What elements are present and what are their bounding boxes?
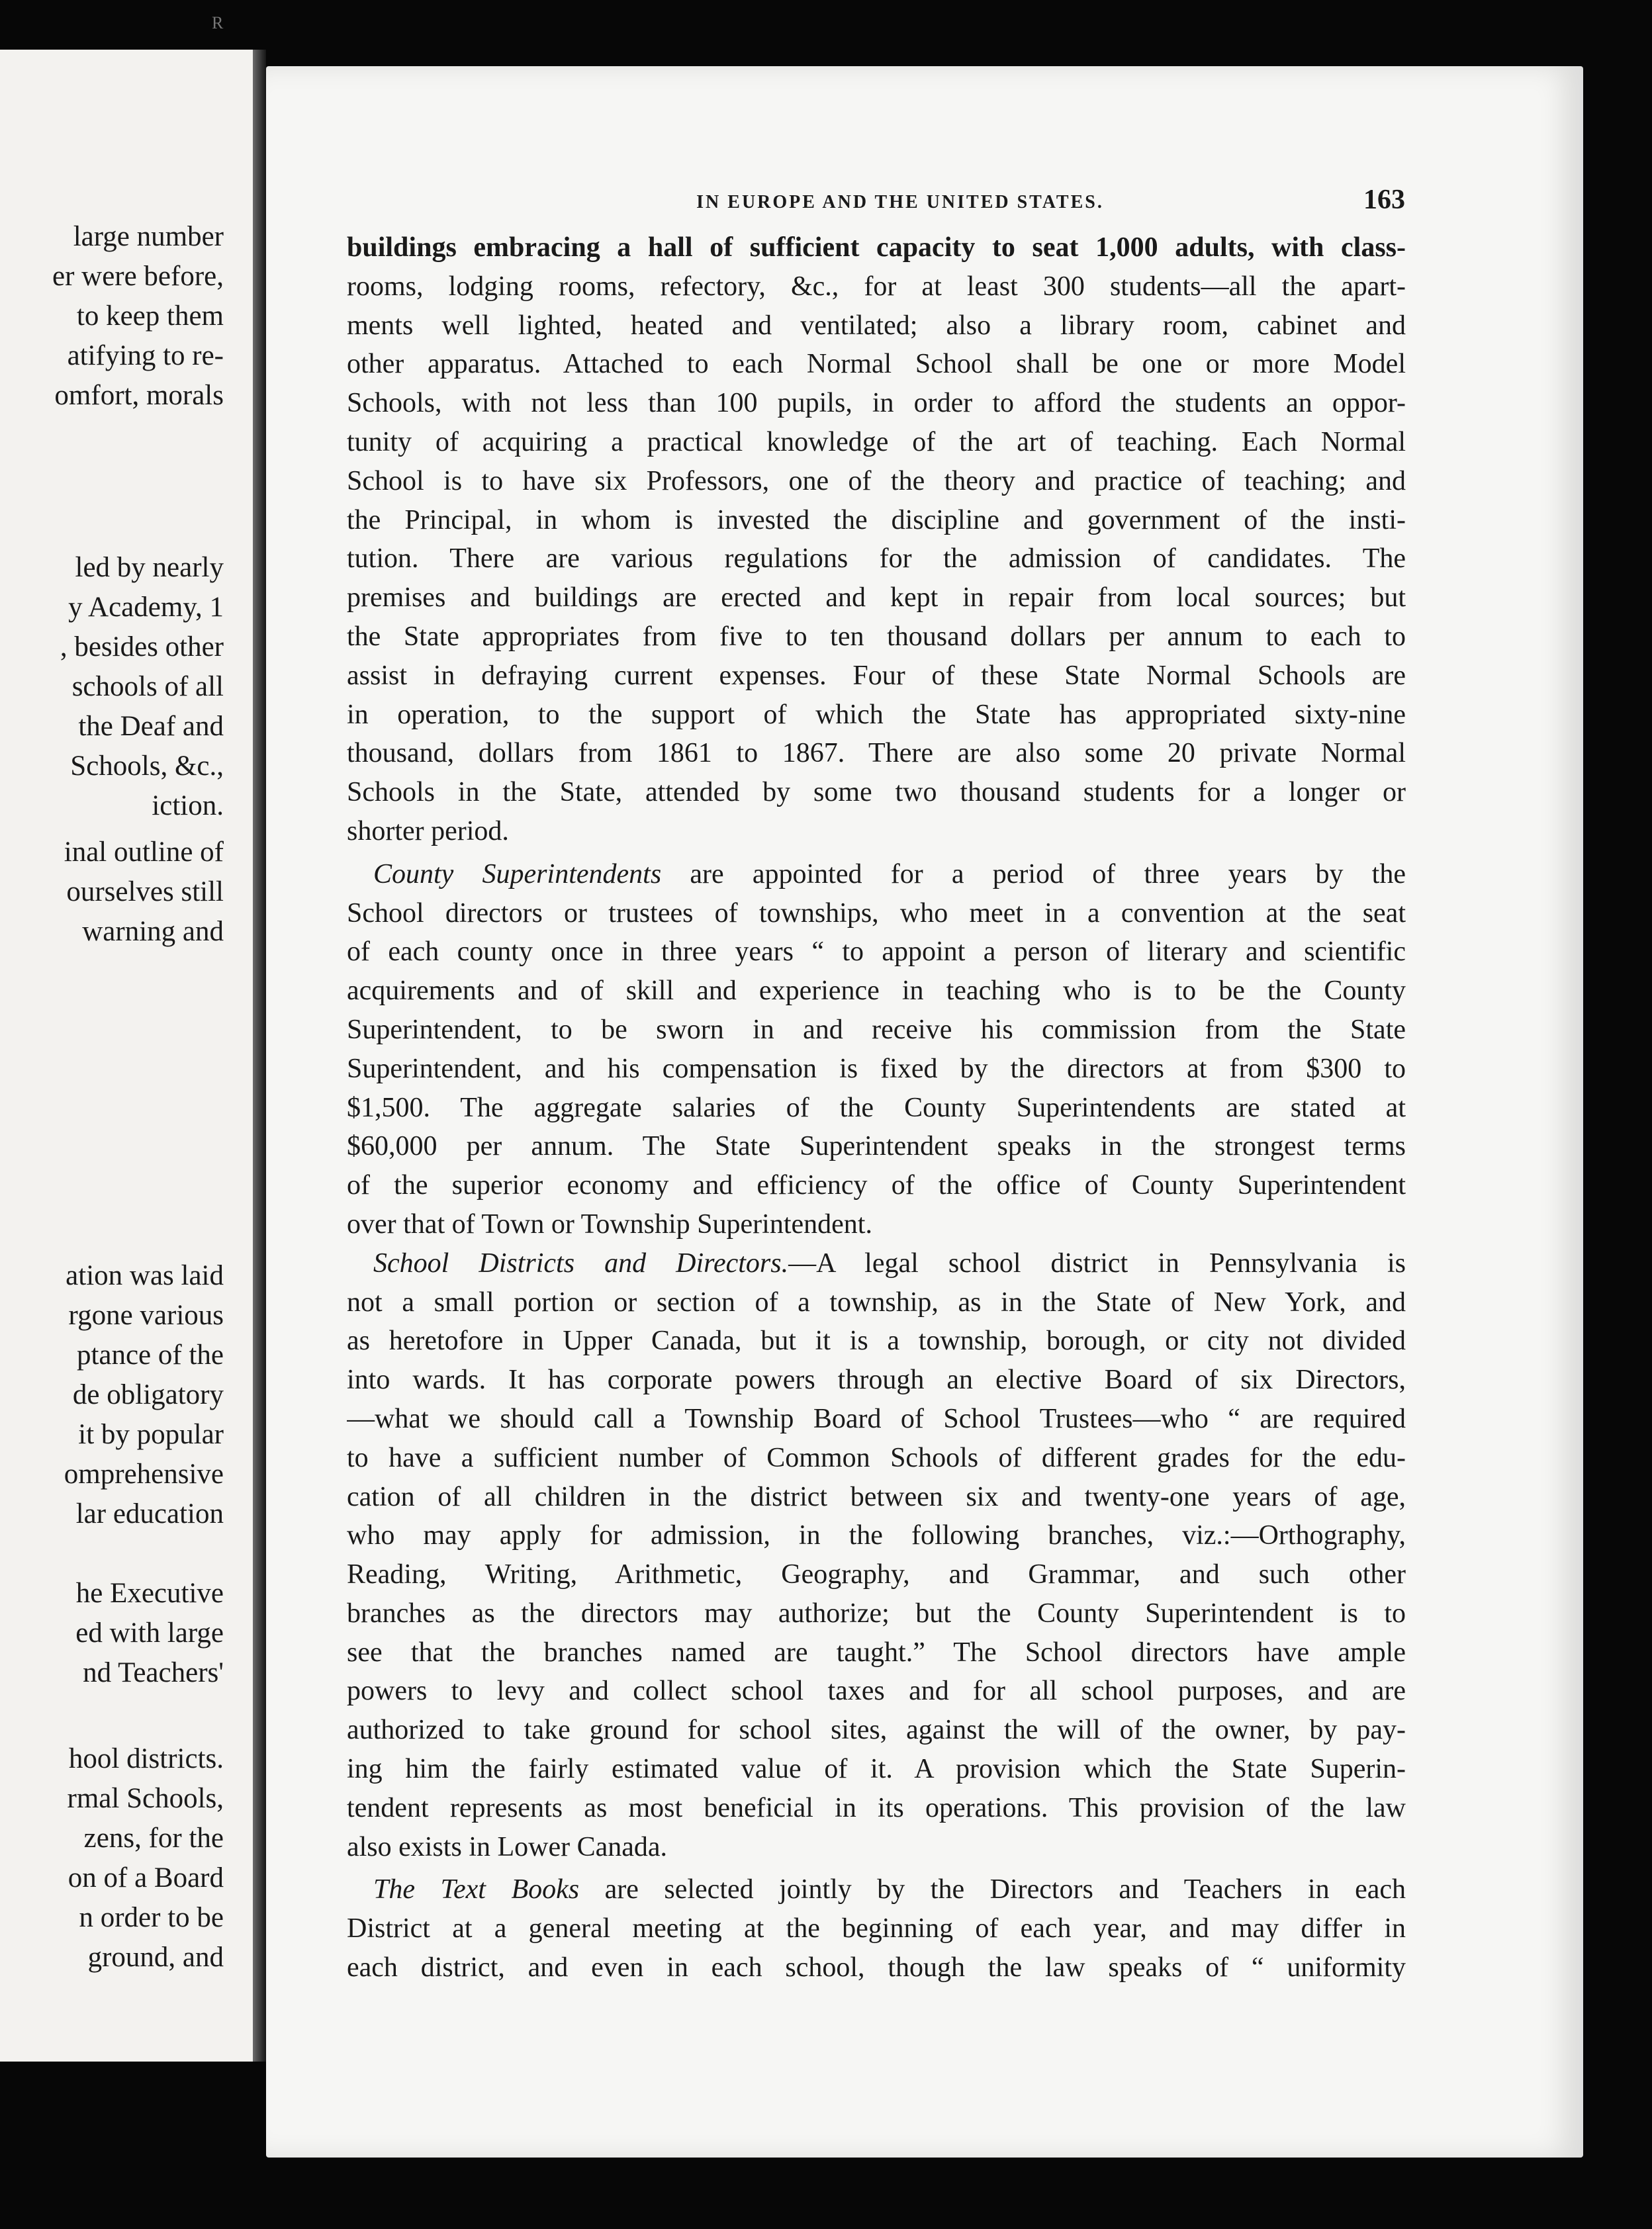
text-line: cation of all children in the district between six and twenty-one years of age,	[347, 1481, 1406, 1512]
page-number: 163	[1363, 185, 1405, 215]
left-page-line: y Academy, 1	[68, 592, 224, 623]
text-line: also exists in Lower Canada.	[347, 1831, 668, 1862]
left-page-line: he Executive	[75, 1578, 224, 1609]
text-line: of the superior economy and efficiency of the office of County Superintendent	[347, 1170, 1406, 1201]
text-line	[347, 1244, 1406, 1283]
left-page-line: to keep them	[76, 300, 224, 332]
book-gutter	[253, 50, 266, 2062]
italic-heading: School Districts and Directors.	[373, 1248, 789, 1279]
text-line: School is to have six Professors, one of the theory and practice of teaching; and	[347, 465, 1406, 496]
left-page-line: led by nearly	[75, 552, 224, 583]
text-line: shorter period.	[347, 815, 509, 846]
left-page-line: n order to be	[79, 1902, 224, 1933]
left-page-line: large number	[73, 221, 224, 252]
left-page-line: zens, for the	[83, 1823, 224, 1854]
left-page-line: rgone various	[68, 1300, 224, 1331]
text-line: ments well lighted, heated and ventilated; also a library room, cabinet and	[347, 310, 1406, 341]
left-page-line: warning and	[82, 916, 224, 947]
running-head: IN EUROPE AND THE UNITED STATES.	[696, 192, 1104, 212]
text-line: Reading, Writing, Arithmetic, Geography, and Grammar, and such other	[347, 1559, 1406, 1590]
text-line: over that of Town or Township Superintendent.	[347, 1208, 872, 1240]
text-line: tution. There are various regulations for the admission of candidates. The	[347, 543, 1406, 574]
left-page-line: nd Teachers'	[83, 1657, 224, 1688]
text-line: each district, and even in each school, though the law speaks of “ uniformity	[347, 1952, 1406, 1983]
left-page-line: ground, and	[87, 1942, 224, 1973]
corner-mark: R	[212, 13, 224, 32]
text-line: District at a general meeting at the beginning of each year, and may differ in	[347, 1913, 1406, 1944]
text-line: Schools in the State, attended by some two thousand students for a longer or	[347, 777, 1406, 808]
left-page-line: iction.	[152, 790, 224, 821]
text-line: tunity of acquiring a practical knowledge of the art of teaching. Each Normal	[347, 426, 1406, 457]
italic-heading: The Text Books	[373, 1874, 580, 1905]
text-line: see that the branches named are taught.” The School directors have ample	[347, 1637, 1406, 1668]
left-page-line: omprehensive	[64, 1459, 224, 1490]
left-page-line: ed with large	[75, 1617, 224, 1649]
text-line: ing him the fairly estimated value of it. A provision which the State Superin-	[347, 1754, 1406, 1785]
left-page-line: atifying to re-	[67, 340, 224, 371]
text-line: buildings embracing a hall of sufficient capacity to seat 1,000 adults, with class-	[347, 232, 1406, 263]
text-line: premises and buildings are erected and kept in repair from local sources; but	[347, 582, 1406, 614]
left-page-line: schools of all	[71, 671, 224, 702]
left-page-line: on of a Board	[68, 1862, 224, 1893]
left-page-line: er were before,	[52, 261, 224, 292]
text-line: to have a sufficient number of Common Schools of different grades for the edu-	[347, 1442, 1406, 1473]
text-line: Superintendent, and his compensation is fixed by the directors at from $300 to	[347, 1053, 1406, 1084]
text-line: of each county once in three years “ to appoint a person of literary and scientific	[347, 936, 1406, 968]
italic-heading: County Superintendents	[373, 858, 662, 889]
text-line: Schools, with not less than 100 pupils, in order to afford the students an oppor-	[347, 388, 1406, 419]
text-line: not a small portion or section of a township, as in the State of New York, and	[347, 1287, 1406, 1318]
left-page-line: Schools, &c.,	[70, 751, 224, 782]
left-page-line: rmal Schools,	[67, 1783, 224, 1814]
text-line: who may apply for admission, in the following branches, viz.:—Orthography,	[347, 1520, 1406, 1551]
left-page-line: ation was laid	[66, 1260, 224, 1291]
text-line	[347, 855, 1406, 894]
left-page-line: de obligatory	[72, 1379, 224, 1410]
left-page-line: ptance of the	[76, 1340, 224, 1371]
text-line: $60,000 per annum. The State Superintendent speaks in the strongest terms	[347, 1131, 1406, 1162]
text-line: the Principal, in whom is invested the discipline and government of the insti-	[347, 504, 1406, 535]
left-page-line: inal outline of	[64, 837, 224, 868]
text-line: the State appropriates from five to ten thousand dollars per annum to each to	[347, 621, 1406, 652]
line-text: are appointed for a period of three years by the	[661, 858, 1406, 889]
left-page-line: the Deaf and	[78, 711, 224, 742]
line-text: are selected jointly by the Directors and Teachers in each	[579, 1874, 1406, 1905]
text-line: School directors or trustees of townships, who meet in a convention at the seat	[347, 897, 1406, 929]
text-line: Superintendent, to be sworn in and receive his commission from the State	[347, 1014, 1406, 1045]
text-line: as heretofore in Upper Canada, but it is a township, borough, or city not divided	[347, 1326, 1406, 1357]
left-page-line: , besides other	[60, 631, 224, 662]
text-line: —what we should call a Township Board of School Trustees—who “ are required	[347, 1403, 1406, 1434]
text-line: $1,500. The aggregate salaries of the County Superintendents are stated at	[347, 1092, 1406, 1123]
body-text	[347, 228, 1406, 1987]
left-page-line: it by popular	[78, 1419, 224, 1450]
text-line: branches as the directors may authorize; but the County Superintendent is to	[347, 1598, 1406, 1629]
text-line: tendent represents as most beneficial in its operations. This provision of the law	[347, 1792, 1406, 1823]
text-line: acquirements and of skill and experience in teaching who is to be the County	[347, 976, 1406, 1007]
line-text: —A legal school district in Pennsylvania is	[788, 1248, 1406, 1279]
left-page-line: omfort, morals	[54, 380, 224, 411]
text-line: in operation, to the support of which the State has appropriated sixty-nine	[347, 699, 1406, 730]
text-line: other apparatus. Attached to each Normal School shall be one or more Model	[347, 349, 1406, 380]
text-line: rooms, lodging rooms, refectory, &c., for at least 300 students—all the apart-	[347, 271, 1406, 302]
text-line: authorized to take ground for school sites, against the will of the owner, by pay-	[347, 1715, 1406, 1746]
text-line: into wards. It has corporate powers through an elective Board of six Directors,	[347, 1365, 1406, 1396]
text-line: powers to levy and collect school taxes and for all school purposes, and are	[347, 1676, 1406, 1707]
left-page-line: lar education	[75, 1498, 224, 1529]
text-line: assist in defraying current expenses. Four of these State Normal Schools are	[347, 660, 1406, 691]
text-line	[347, 1870, 1406, 1909]
text-line: thousand, dollars from 1861 to 1867. There are also some 20 private Normal	[347, 738, 1406, 769]
left-page-line: hool districts.	[68, 1743, 224, 1774]
left-page-line: ourselves still	[66, 876, 224, 907]
